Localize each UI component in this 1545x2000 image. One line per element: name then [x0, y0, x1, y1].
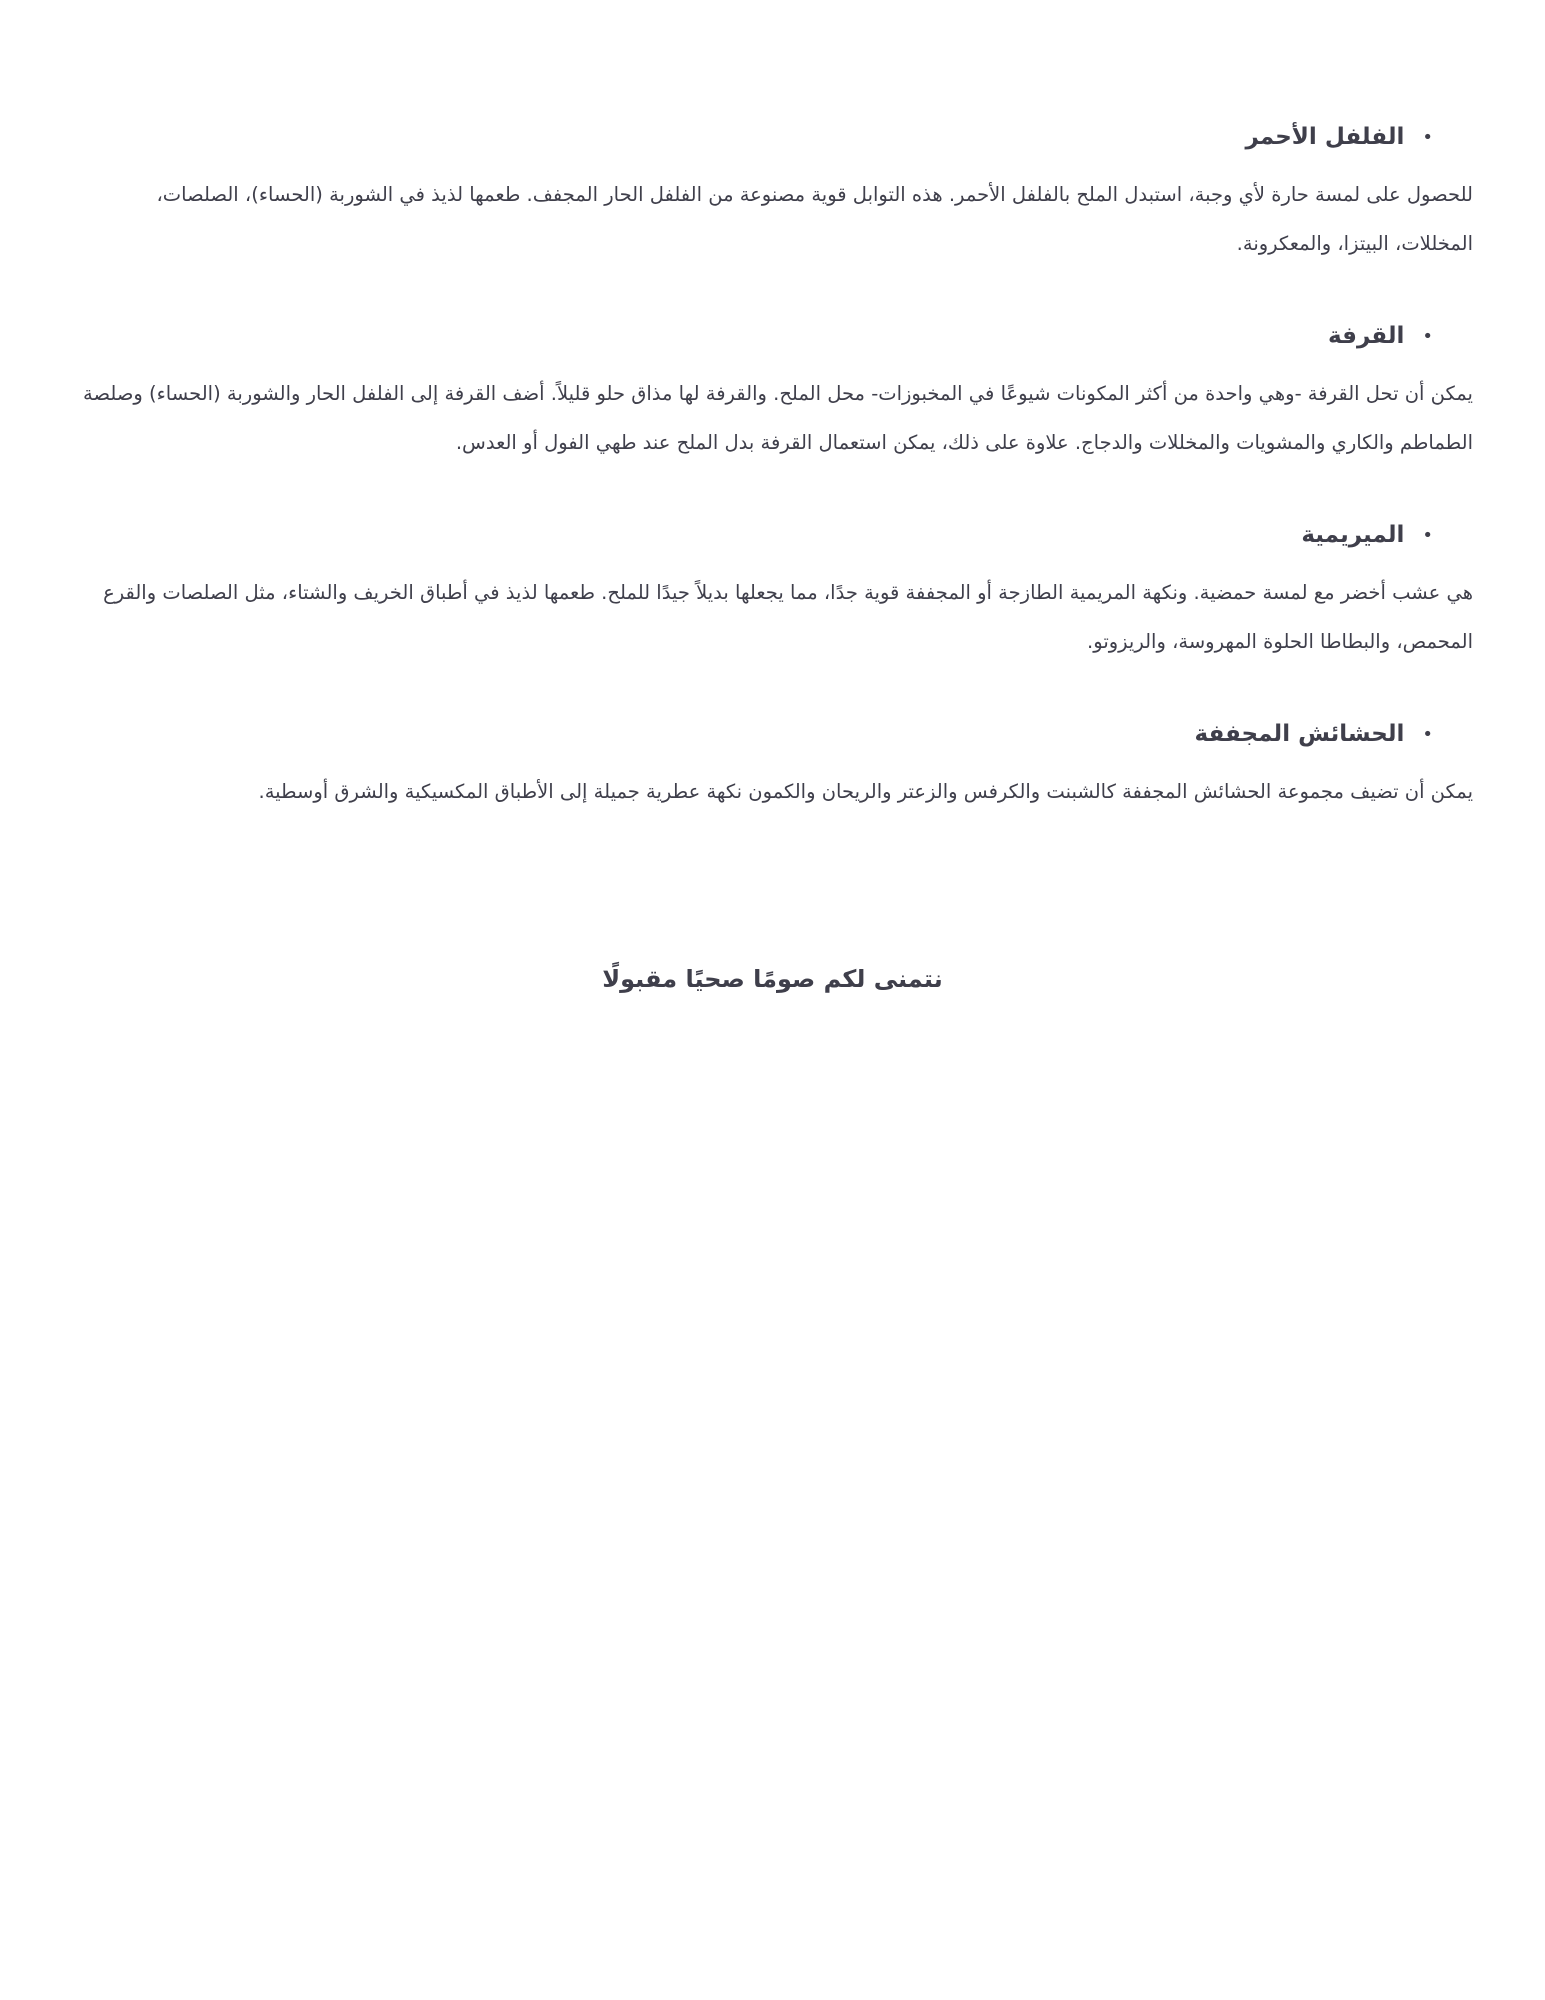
section-heading — [73, 516, 1473, 556]
bullet-icon: • — [1422, 724, 1433, 745]
section-sage — [73, 516, 1473, 666]
heading-text: الميريمية — [1301, 522, 1405, 549]
section-heading — [73, 317, 1473, 357]
section-heading — [73, 118, 1473, 158]
closing-message: نتمنى لكم صومًا صحيًا مقبولًا — [602, 965, 943, 993]
section-heading — [73, 715, 1473, 755]
article-body — [73, 118, 1473, 865]
section-paragraph: للحصول على لمسة حارة لأي وجبة، استبدل الملح بالفلفل الأحمر. هذه التوابل قوية مصنوعة من الفلفل الحار المجفف. طعمها لذيذ في الشوربة (الحساء)، الصلصات، المخللات، البيتزا، والمعكرونة. — [156, 183, 1473, 255]
section-paragraph: يمكن أن تحل القرفة -وهي واحدة من أكثر المكونات شيوعًا في المخبوزات- محل الملح. والقرفة لها مذاق حلو قليلاً. أضف القرفة إلى الفلفل الحار والشوربة (الحساء) وصلصة الطماطم والكاري والمشويات والمخللات والدجاج. علاوة على ذلك، يمكن استعمال القرفة بدل الملح عند طهي الفول أو العدس. — [83, 382, 1473, 454]
heading-text: الفلفل الأحمر — [1245, 124, 1405, 151]
bullet-icon: • — [1422, 525, 1433, 546]
heading-text: القرفة — [1327, 323, 1405, 350]
bullet-icon: • — [1422, 326, 1433, 347]
section-red-pepper — [73, 118, 1473, 268]
heading-text: الحشائش المجففة — [1194, 721, 1405, 748]
bullet-icon: • — [1422, 127, 1433, 148]
section-paragraph: هي عشب أخضر مع لمسة حمضية. ونكهة المريمية الطازجة أو المجففة قوية جدًا، مما يجعلها بديلاً جيدًا للملح. طعمها لذيذ في أطباق الخريف والشتاء، مثل الصلصات والقرع المحمص، والبطاطا الحلوة المهروسة، والريزوتو. — [103, 581, 1473, 653]
section-dried-herbs — [73, 715, 1473, 816]
section-cinnamon — [73, 317, 1473, 467]
section-paragraph: يمكن أن تضيف مجموعة الحشائش المجففة كالشبنت والكرفس والزعتر والريحان والكمون نكهة عطرية جميلة إلى الأطباق المكسيكية والشرق أوسطية. — [258, 780, 1473, 803]
